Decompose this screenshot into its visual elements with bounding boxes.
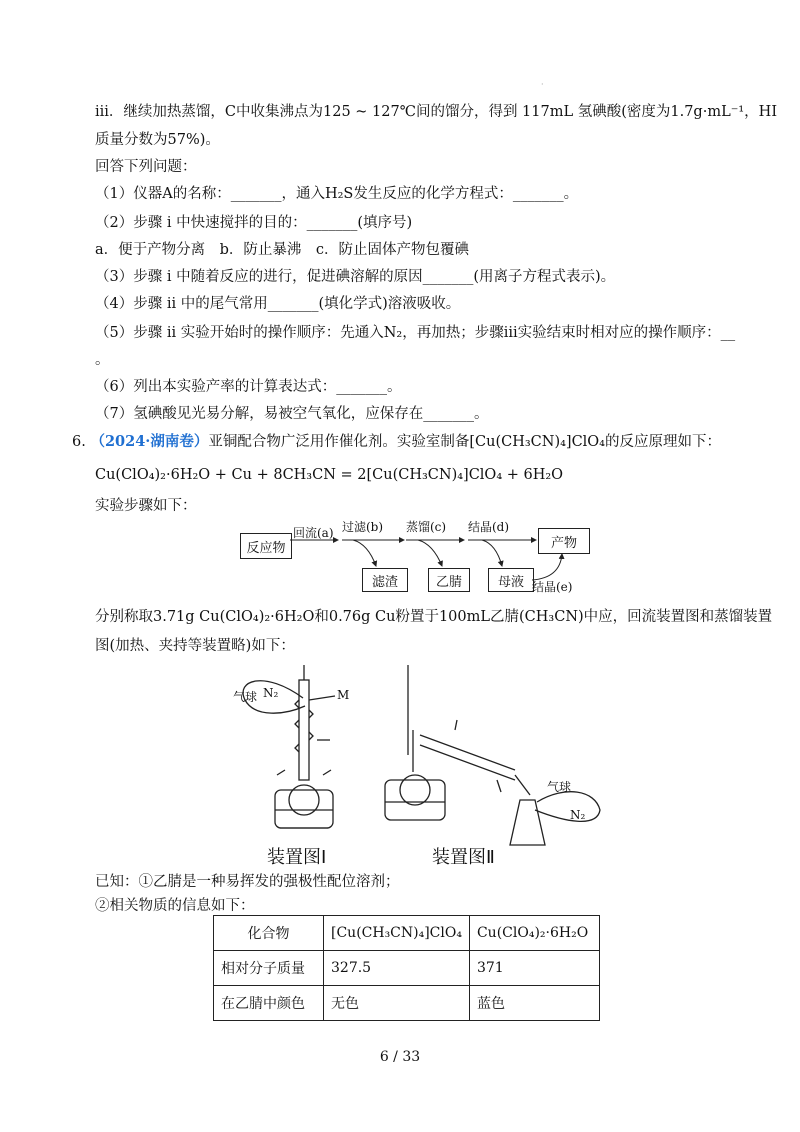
- n2-label-2: N₂: [570, 808, 586, 822]
- apparatus-figure: [225, 660, 620, 860]
- flow-box-product: 产物: [538, 528, 590, 554]
- problem-number: 6.: [72, 434, 86, 450]
- apparatus-drawing: [225, 660, 620, 860]
- process-flow-diagram: [238, 520, 718, 600]
- known-1: 已知：①乙腈是一种易挥发的强极性配位溶剂；: [95, 874, 400, 890]
- table-header: 化合物: [214, 916, 324, 951]
- table-header: [Cu(CH₃CN)₄]ClO₄: [324, 916, 470, 951]
- flow-box-acetonitrile: 乙腈: [428, 568, 470, 592]
- scan-dot: ·: [541, 80, 544, 89]
- flow-box-residue: 滤渣: [362, 568, 408, 592]
- problem-6-header: [72, 432, 721, 452]
- table-cell: 蓝色: [469, 986, 599, 1021]
- table-cell: 在乙腈中颜色: [214, 986, 324, 1021]
- question-7: （7）氢碘酸见光易分解，易被空气氧化，应保存在_______。: [95, 406, 489, 422]
- flow-label-reflux: 回流(a): [293, 526, 334, 540]
- table-cell: 相对分子质量: [214, 951, 324, 986]
- table-header: Cu(ClO₄)₂·6H₂O: [469, 916, 599, 951]
- question-6: （6）列出本实验产率的计算表达式：_______。: [95, 379, 402, 395]
- flow-label-filter: 过滤(b): [342, 520, 384, 534]
- question-2: （2）步骤 i 中快速搅拌的目的：_______(填序号): [95, 215, 413, 231]
- flow-box-reactant: 反应物: [240, 533, 292, 559]
- question-4: （4）步骤 ii 中的尾气常用_______(填化学式)溶液吸收。: [95, 296, 461, 312]
- flow-label-crystal-d: 结晶(d): [468, 520, 510, 534]
- reaction-equation: Cu(ClO₄)₂·6H₂O + Cu + 8CH₃CN = 2[Cu(CH₃CN)₄]ClO₄ + 6H₂O: [95, 467, 564, 483]
- flow-label-distill: 蒸馏(c): [406, 520, 447, 534]
- flow-label-crystal-e: 结晶(e): [532, 580, 573, 594]
- problem-intro: 亚铜配合物广泛用作催化剂。实验室制备[Cu(CH₃CN)₄]ClO₄的反应原理如下：: [208, 434, 721, 450]
- question-5: （5）步骤 ii 实验开始时的操作顺序：先通入N₂，再加热；步骤iii实验结束时相对应的操作顺序：__: [95, 325, 736, 341]
- problem-source: （2024·湖南卷）: [90, 433, 209, 450]
- table-row: [214, 986, 600, 1021]
- table-row: [214, 951, 600, 986]
- text-line: iii．继续加热蒸馏，C中收集沸点为125 ~ 127℃间的馏分，得到 117mL 氢碘酸(密度为1.7g·mL⁻¹，HI: [95, 104, 778, 120]
- table-cell: 371: [469, 951, 599, 986]
- table-header-row: [214, 916, 600, 951]
- caption-apparatus-2: 装置图Ⅱ: [432, 847, 495, 868]
- text-line: 质量分数为57%)。: [95, 132, 220, 148]
- known-2: ②相关物质的信息如下：: [95, 898, 255, 914]
- page-number: 6 / 33: [379, 1049, 421, 1065]
- flow-box-mother-liquor: 母液: [488, 568, 534, 592]
- steps-intro: 实验步骤如下：: [95, 498, 197, 514]
- question-5-end: 。: [95, 352, 110, 368]
- n2-label-1: N₂: [263, 686, 279, 700]
- question-3: （3）步骤 i 中随着反应的进行，促进碘溶解的原因_______(用离子方程式表示)。: [95, 269, 616, 285]
- question-2-options: a．便于产物分离 b．防止暴沸 c．防止固体产物包覆碘: [95, 242, 470, 258]
- flow-arrows: [238, 520, 718, 600]
- table-cell: 无色: [324, 986, 470, 1021]
- label-m: M: [337, 688, 350, 702]
- balloon-label-2: 气球: [547, 780, 572, 794]
- table-cell: 327.5: [324, 951, 470, 986]
- weigh-text-2: 图(加热、夹持等装置略)如下：: [95, 638, 295, 654]
- weigh-text: 分别称取3.71g Cu(ClO₄)₂·6H₂O和0.76g Cu粉置于100mL乙腈(CH₃CN)中应，回流装置图和蒸馏装置: [95, 609, 773, 625]
- balloon-label-1: 气球: [233, 690, 258, 704]
- question-1: （1）仪器A的名称：_______，通入H₂S发生反应的化学方程式：_______。: [95, 186, 579, 202]
- compound-table: [213, 915, 600, 1021]
- caption-apparatus-1: 装置图Ⅰ: [267, 847, 327, 868]
- text-line: 回答下列问题：: [95, 159, 197, 175]
